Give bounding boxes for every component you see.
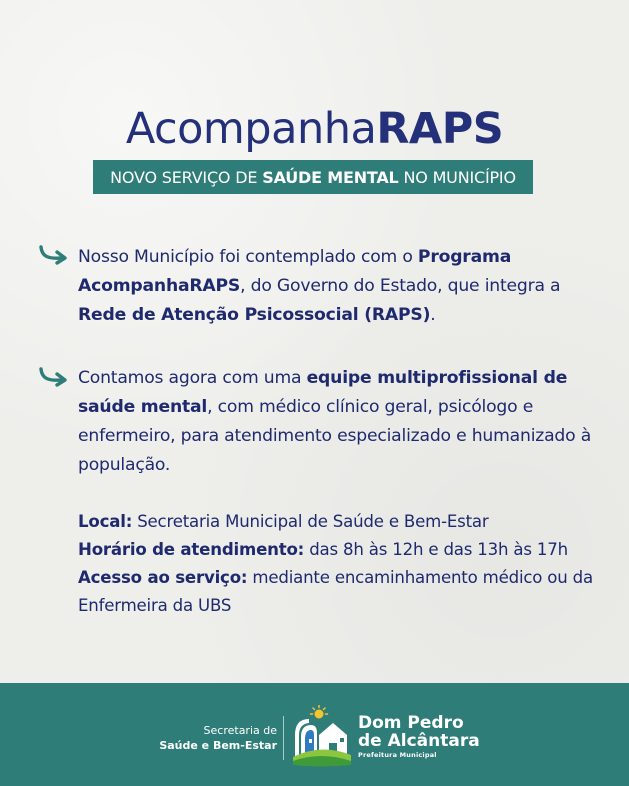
arrow-curve-right-icon (38, 366, 70, 388)
secretaria-line1: Secretaria de (203, 724, 277, 737)
city-sub: Prefeitura Municipal (358, 751, 437, 759)
title-light: Acompanha (125, 104, 377, 154)
arrow-curve-right-icon (38, 244, 70, 266)
p2-text2: , com médico clínico geral, psicólogo e enfermeiro, para atendimento especializado e humanizado à população. (78, 397, 592, 475)
acesso-value: mediante encaminhamento médico ou da Enfermeira da UBS (78, 568, 593, 615)
p2-bold1: equipe multiprofissional de saúde mental (78, 368, 568, 417)
local-value: Secretaria Municipal de Saúde e Bem-Estar (137, 512, 489, 531)
acesso-label: Acesso ao serviço: (78, 568, 248, 587)
info-local (78, 508, 598, 536)
secretaria-line2: Saúde e Bem-Estar (159, 739, 277, 752)
city-line1: Dom Pedro (358, 713, 464, 733)
p1-bold2: Rede de Atenção Psicossocial (RAPS) (78, 305, 431, 325)
city-logo-text (358, 714, 480, 760)
paragraph-team (78, 364, 598, 480)
page-title (0, 104, 629, 154)
info-horario (78, 536, 598, 564)
footer-divider (283, 716, 284, 760)
city-line2: de Alcântara (358, 731, 480, 751)
horario-value: das 8h às 12h e das 13h às 17h (309, 540, 568, 559)
subtitle-pre: NOVO SERVIÇO DE (110, 167, 258, 187)
p1-bold1: Programa AcompanhaRAPS (78, 247, 512, 296)
local-label: Local: (78, 512, 133, 531)
horario-label: Horário de atendimento: (78, 540, 305, 559)
subtitle-bold: SAÚDE MENTAL (262, 167, 399, 187)
title-bold: RAPS (376, 104, 504, 154)
p1-text3: . (430, 305, 436, 325)
subtitle-post: NO MUNICÍPIO (403, 167, 516, 187)
p1-text1: Nosso Município foi contemplado com o (78, 247, 418, 267)
secretaria-label (159, 723, 277, 753)
info-acesso (78, 564, 598, 620)
p1-text2: , do Governo do Estado, que integra a (240, 276, 561, 296)
service-info (78, 508, 598, 620)
paragraph-program (78, 243, 598, 330)
subtitle-banner (93, 160, 533, 194)
city-crest-icon (289, 705, 353, 767)
p2-text1: Contamos agora com uma (78, 368, 307, 388)
